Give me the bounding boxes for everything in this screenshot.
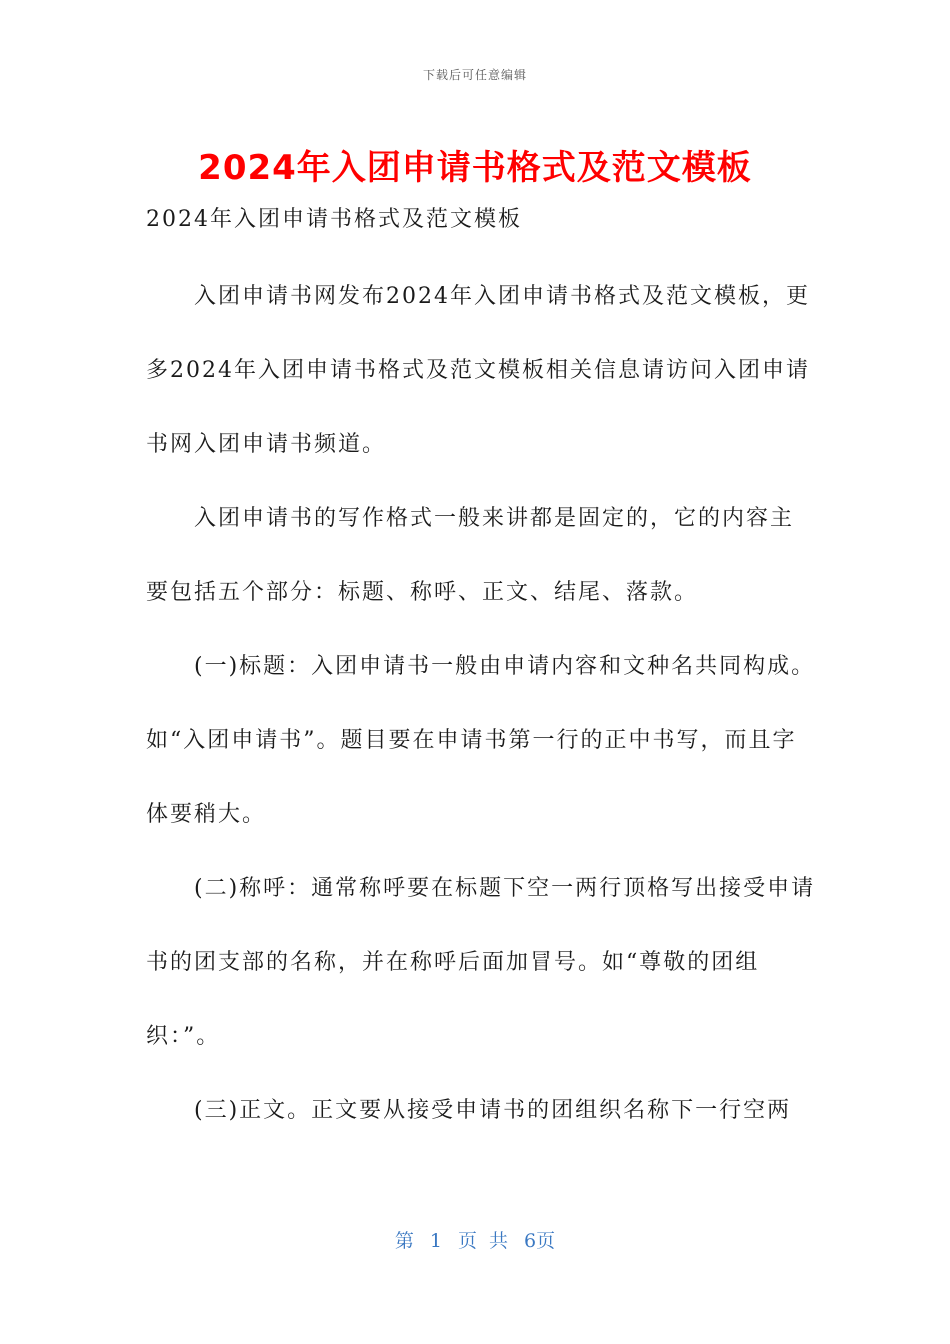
- page-label-mid: 页 共: [457, 1230, 509, 1252]
- header-note: 下载后可任意编辑: [422, 68, 527, 82]
- paragraph-intro: 入团申请书网发布2024年入团申请书格式及范文模板，更多2024年入团申请书格式及范文模板相关信息请访问入团申请书网入团申请书频道。: [146, 284, 810, 457]
- page-current-number: 1: [429, 1230, 442, 1252]
- page-label-prefix: 第: [394, 1230, 414, 1252]
- paragraph-format-overview: 入团申请书的写作格式一般来讲都是固定的，它的内容主要包括五个部分：标题、称呼、正文、结尾、落款。: [146, 506, 795, 605]
- document-body: [146, 200, 816, 1148]
- paragraph-title-section: (一)标题：入团申请书一般由申请内容和文种名共同构成。如“入团申请书”。题目要在申请书第一行的正中书写，而且字体要稍大。: [146, 654, 816, 827]
- document-subtitle: 2024年入团申请书格式及范文模板: [146, 207, 522, 232]
- paragraph-salutation-section: (二)称呼：通常称呼要在标题下空一两行顶格写出接受申请书的团支部的名称，并在称呼后面加冒号。如“尊敬的团组织：”。: [146, 876, 816, 1049]
- paragraph-body-section: (三)正文。正文要从接受申请书的团组织名称下一行空两: [194, 1098, 792, 1123]
- page-footer: [0, 1226, 950, 1253]
- document-title: 2024年入团申请书格式及范文模板: [198, 148, 752, 188]
- page-total: 6页: [524, 1230, 556, 1252]
